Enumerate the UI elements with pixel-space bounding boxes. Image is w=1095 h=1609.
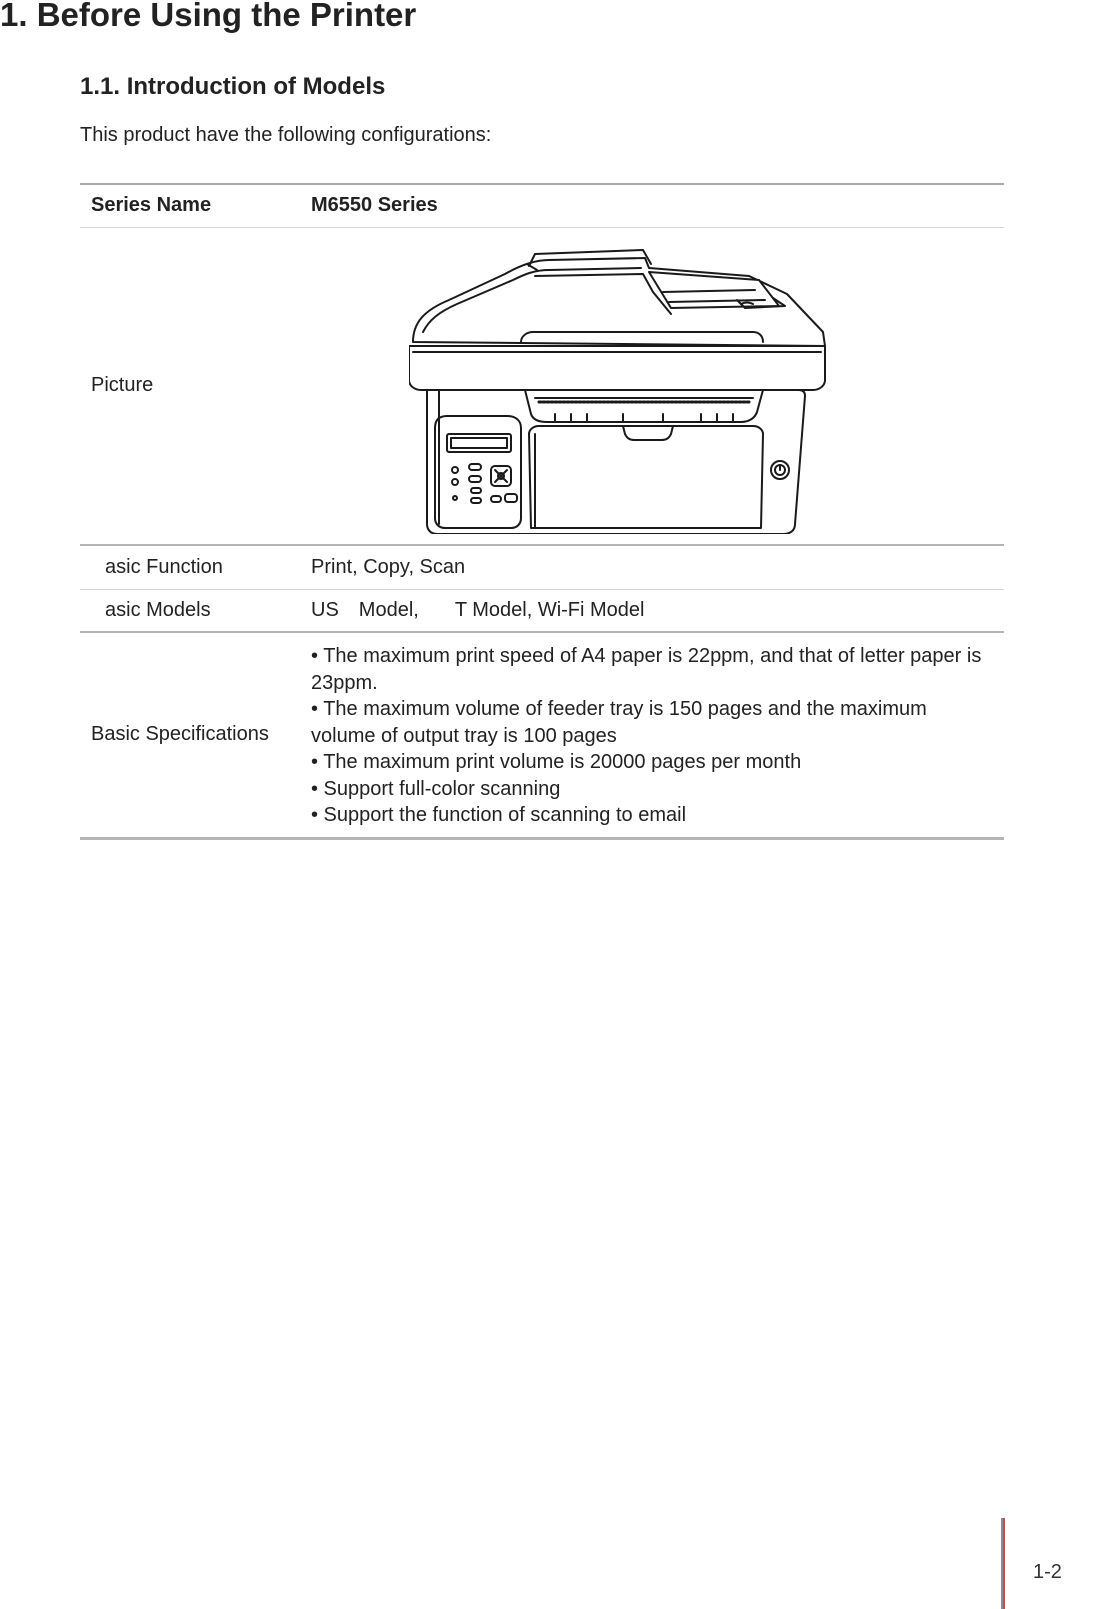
list-item: • Support full-color scanning bbox=[311, 777, 561, 800]
basic-models-row bbox=[80, 589, 1004, 632]
list-item: • Support the function of scanning to email bbox=[311, 804, 687, 826]
list-item: • The maximum print volume is 20000 pages per month bbox=[311, 751, 802, 773]
series-name-value: M6550 Series bbox=[311, 194, 438, 217]
list-item: • The maximum print speed of A4 paper is 22ppm, and that of letter paper is 23ppm. bbox=[311, 645, 982, 694]
series-name-label: Series Name bbox=[91, 194, 212, 217]
model-part: Model, bbox=[358, 598, 419, 621]
picture-row bbox=[80, 227, 1004, 545]
basic-function-row bbox=[80, 545, 1004, 589]
basic-function-label: asic Function bbox=[105, 555, 223, 578]
chapter-title: 1. Before Using the Printer bbox=[0, 0, 417, 33]
configuration-table bbox=[80, 183, 1004, 840]
table-header-row bbox=[80, 184, 1004, 227]
intro-paragraph: This product have the following configurations: bbox=[80, 124, 492, 146]
basic-models-value bbox=[300, 589, 1004, 632]
picture-cell bbox=[300, 227, 1004, 545]
basic-specifications-row bbox=[80, 632, 1004, 838]
specification-list bbox=[311, 633, 1004, 837]
basic-specifications-label: Basic Specifications bbox=[91, 723, 269, 746]
footer-rule bbox=[1001, 1518, 1005, 1609]
list-item: • The maximum volume of feeder tray is 150 pages and the maximum volume of output tray is 100 pages bbox=[311, 698, 927, 747]
model-part: T Model, Wi-Fi Model bbox=[454, 598, 645, 621]
basic-models-label: asic Models bbox=[105, 598, 211, 621]
picture-label: Picture bbox=[91, 374, 154, 397]
model-part: US bbox=[311, 598, 339, 621]
basic-specifications-value bbox=[300, 632, 1004, 838]
basic-function-value: Print, Copy, Scan bbox=[311, 555, 466, 578]
page-number: 1-2 bbox=[1033, 1561, 1062, 1583]
printer-illustration bbox=[409, 246, 829, 534]
section-title: 1.1. Introduction of Models bbox=[80, 73, 386, 100]
